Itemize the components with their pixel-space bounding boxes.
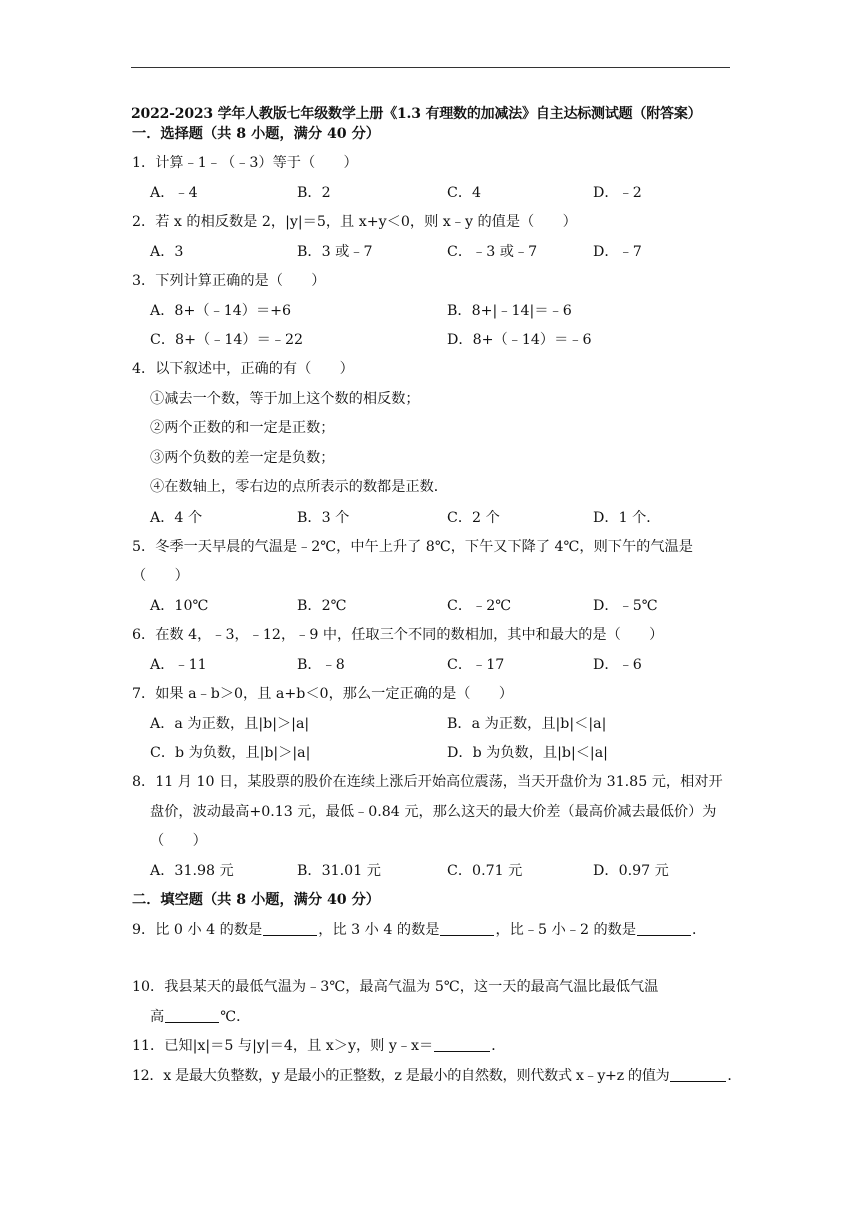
question-1-option-b: B．2 — [297, 185, 331, 201]
section-heading-fill: 二．填空题（共 8 小题，满分 40 分） — [132, 892, 380, 908]
question-6-option-b: B．﹣8 — [297, 657, 345, 673]
answer-blank[interactable] — [434, 1037, 490, 1052]
question-4-option-a: A．4 个 — [150, 510, 203, 526]
answer-blank[interactable] — [637, 921, 691, 936]
answer-blank[interactable] — [165, 1008, 219, 1023]
question-7-option-a: A．a 为正数，且|b|＞|a| — [150, 716, 310, 732]
question-3-option-b: B．8+|﹣14|＝﹣6 — [447, 303, 572, 319]
question-6-stem: 6．在数 4，﹣3，﹣12，﹣9 中，任取三个不同的数相加，其中和最大的是（ ） — [132, 627, 664, 643]
answer-blank[interactable] — [263, 921, 317, 936]
question-4-statement-1: ①减去一个数，等于加上这个数的相反数； — [150, 391, 420, 407]
document-title: 2022-2023 学年人教版七年级数学上册《1.3 有理数的加减法》自主达标测试题（附答案） — [131, 106, 702, 122]
section-heading-choice: 一．选择题（共 8 小题，满分 40 分） — [132, 126, 380, 142]
question-4-statement-2: ②两个正数的和一定是正数； — [150, 420, 335, 436]
question-3-stem: 3．下列计算正确的是（ ） — [132, 273, 326, 289]
question-6-option-d: D．﹣6 — [593, 657, 642, 673]
question-2-option-a: A．3 — [150, 244, 184, 260]
question-8-stem-cont-2: （ ） — [150, 833, 207, 849]
question-6-option-a: A．﹣11 — [150, 657, 207, 673]
question-9-text-4: ． — [692, 922, 707, 938]
question-7-stem: 7．如果 a﹣b＞0，且 a+b＜0，那么一定正确的是（ ） — [132, 686, 514, 702]
question-8-option-d: D．0.97 元 — [593, 863, 669, 879]
question-12-text-1: 12．x 是最大负整数，y 是最小的正整数，z 是最小的自然数，则代数式 x﹣y+z 的值为 — [132, 1068, 670, 1084]
question-4-stem: 4．以下叙述中，正确的有（ ） — [132, 361, 354, 377]
question-4-option-c: C．2 个 — [447, 510, 500, 526]
question-9-text-2: ，比 3 小 4 的数是 — [318, 922, 440, 938]
question-2-option-d: D．﹣7 — [593, 244, 642, 260]
question-5-stem-cont: （ ） — [132, 568, 189, 584]
question-1-option-c: C．4 — [447, 185, 482, 201]
question-8-option-c: C．0.71 元 — [447, 863, 523, 879]
question-10-cont — [150, 1007, 250, 1027]
question-9-text-3: ，比﹣5 小﹣2 的数是 — [495, 922, 637, 938]
question-6-option-c: C．﹣17 — [447, 657, 505, 673]
question-4-option-b: B．3 个 — [297, 510, 350, 526]
question-5-option-d: D．﹣5℃ — [593, 598, 658, 614]
question-5-stem: 5．冬季一天早晨的气温是﹣2℃，中午上升了 8℃，下午又下降了 4℃，则下午的气温是 — [132, 539, 693, 555]
question-11-text-1: 11．已知|x|＝5 与|y|＝4，且 x＞y，则 y﹣x＝ — [132, 1038, 434, 1054]
question-3-option-a: A．8+（﹣14）＝+6 — [150, 303, 292, 319]
question-7-option-b: B．a 为正数，且|b|＜|a| — [447, 716, 607, 732]
question-2-option-c: C．﹣3 或﹣7 — [447, 244, 538, 260]
question-8-option-b: B．31.01 元 — [297, 863, 381, 879]
answer-blank[interactable] — [440, 921, 494, 936]
question-5-option-b: B．2℃ — [297, 598, 347, 614]
question-4-statement-3: ③两个负数的差一定是负数； — [150, 450, 335, 466]
question-5-option-c: C．﹣2℃ — [447, 598, 512, 614]
question-11-text-2: ． — [491, 1038, 506, 1054]
question-2-stem: 2．若 x 的相反数是 2，|y|＝5，且 x+y＜0，则 x﹣y 的值是（ ） — [132, 214, 577, 230]
question-1-option-a: A．﹣4 — [150, 185, 198, 201]
header-rule — [131, 67, 730, 68]
question-1-stem: 1．计算﹣1﹣（﹣3）等于（ ） — [132, 155, 358, 171]
question-7-option-c: C．b 为负数，且|b|＞|a| — [150, 745, 311, 761]
question-4-option-d: D．1 个． — [593, 510, 661, 526]
question-2-option-b: B．3 或﹣7 — [297, 244, 373, 260]
question-8-option-a: A．31.98 元 — [150, 863, 234, 879]
question-9 — [132, 920, 706, 940]
question-12-text-2: ． — [727, 1068, 742, 1084]
question-3-option-d: D．8+（﹣14）＝﹣6 — [447, 332, 592, 348]
question-10-stem: 10．我县某天的最低气温为﹣3℃，最高气温为 5℃，这一天的最高气温比最低气温 — [132, 979, 659, 995]
question-12 — [132, 1066, 741, 1086]
question-3-option-c: C．8+（﹣14）＝﹣22 — [150, 332, 304, 348]
answer-blank[interactable] — [670, 1067, 726, 1082]
question-9-text-1: 9．比 0 小 4 的数是 — [132, 922, 263, 938]
question-10-text-3: ℃． — [220, 1009, 251, 1025]
question-4-statement-4: ④在数轴上，零右边的点所表示的数都是正数． — [150, 479, 448, 495]
question-7-option-d: D．b 为负数，且|b|＜|a| — [447, 745, 608, 761]
question-1-option-d: D．﹣2 — [593, 185, 642, 201]
question-8-stem: 8．11 月 10 日，某股票的股价在连续上涨后开始高位震荡，当天开盘价为 31.85 元，相对开 — [132, 774, 723, 790]
question-10-text-2: 高 — [150, 1009, 165, 1025]
question-11 — [132, 1036, 505, 1056]
question-8-stem-cont: 盘价，波动最高+0.13 元，最低﹣0.84 元，那么这天的最大价差（最高价减去最低价）为 — [150, 804, 717, 820]
question-5-option-a: A．10℃ — [150, 598, 209, 614]
